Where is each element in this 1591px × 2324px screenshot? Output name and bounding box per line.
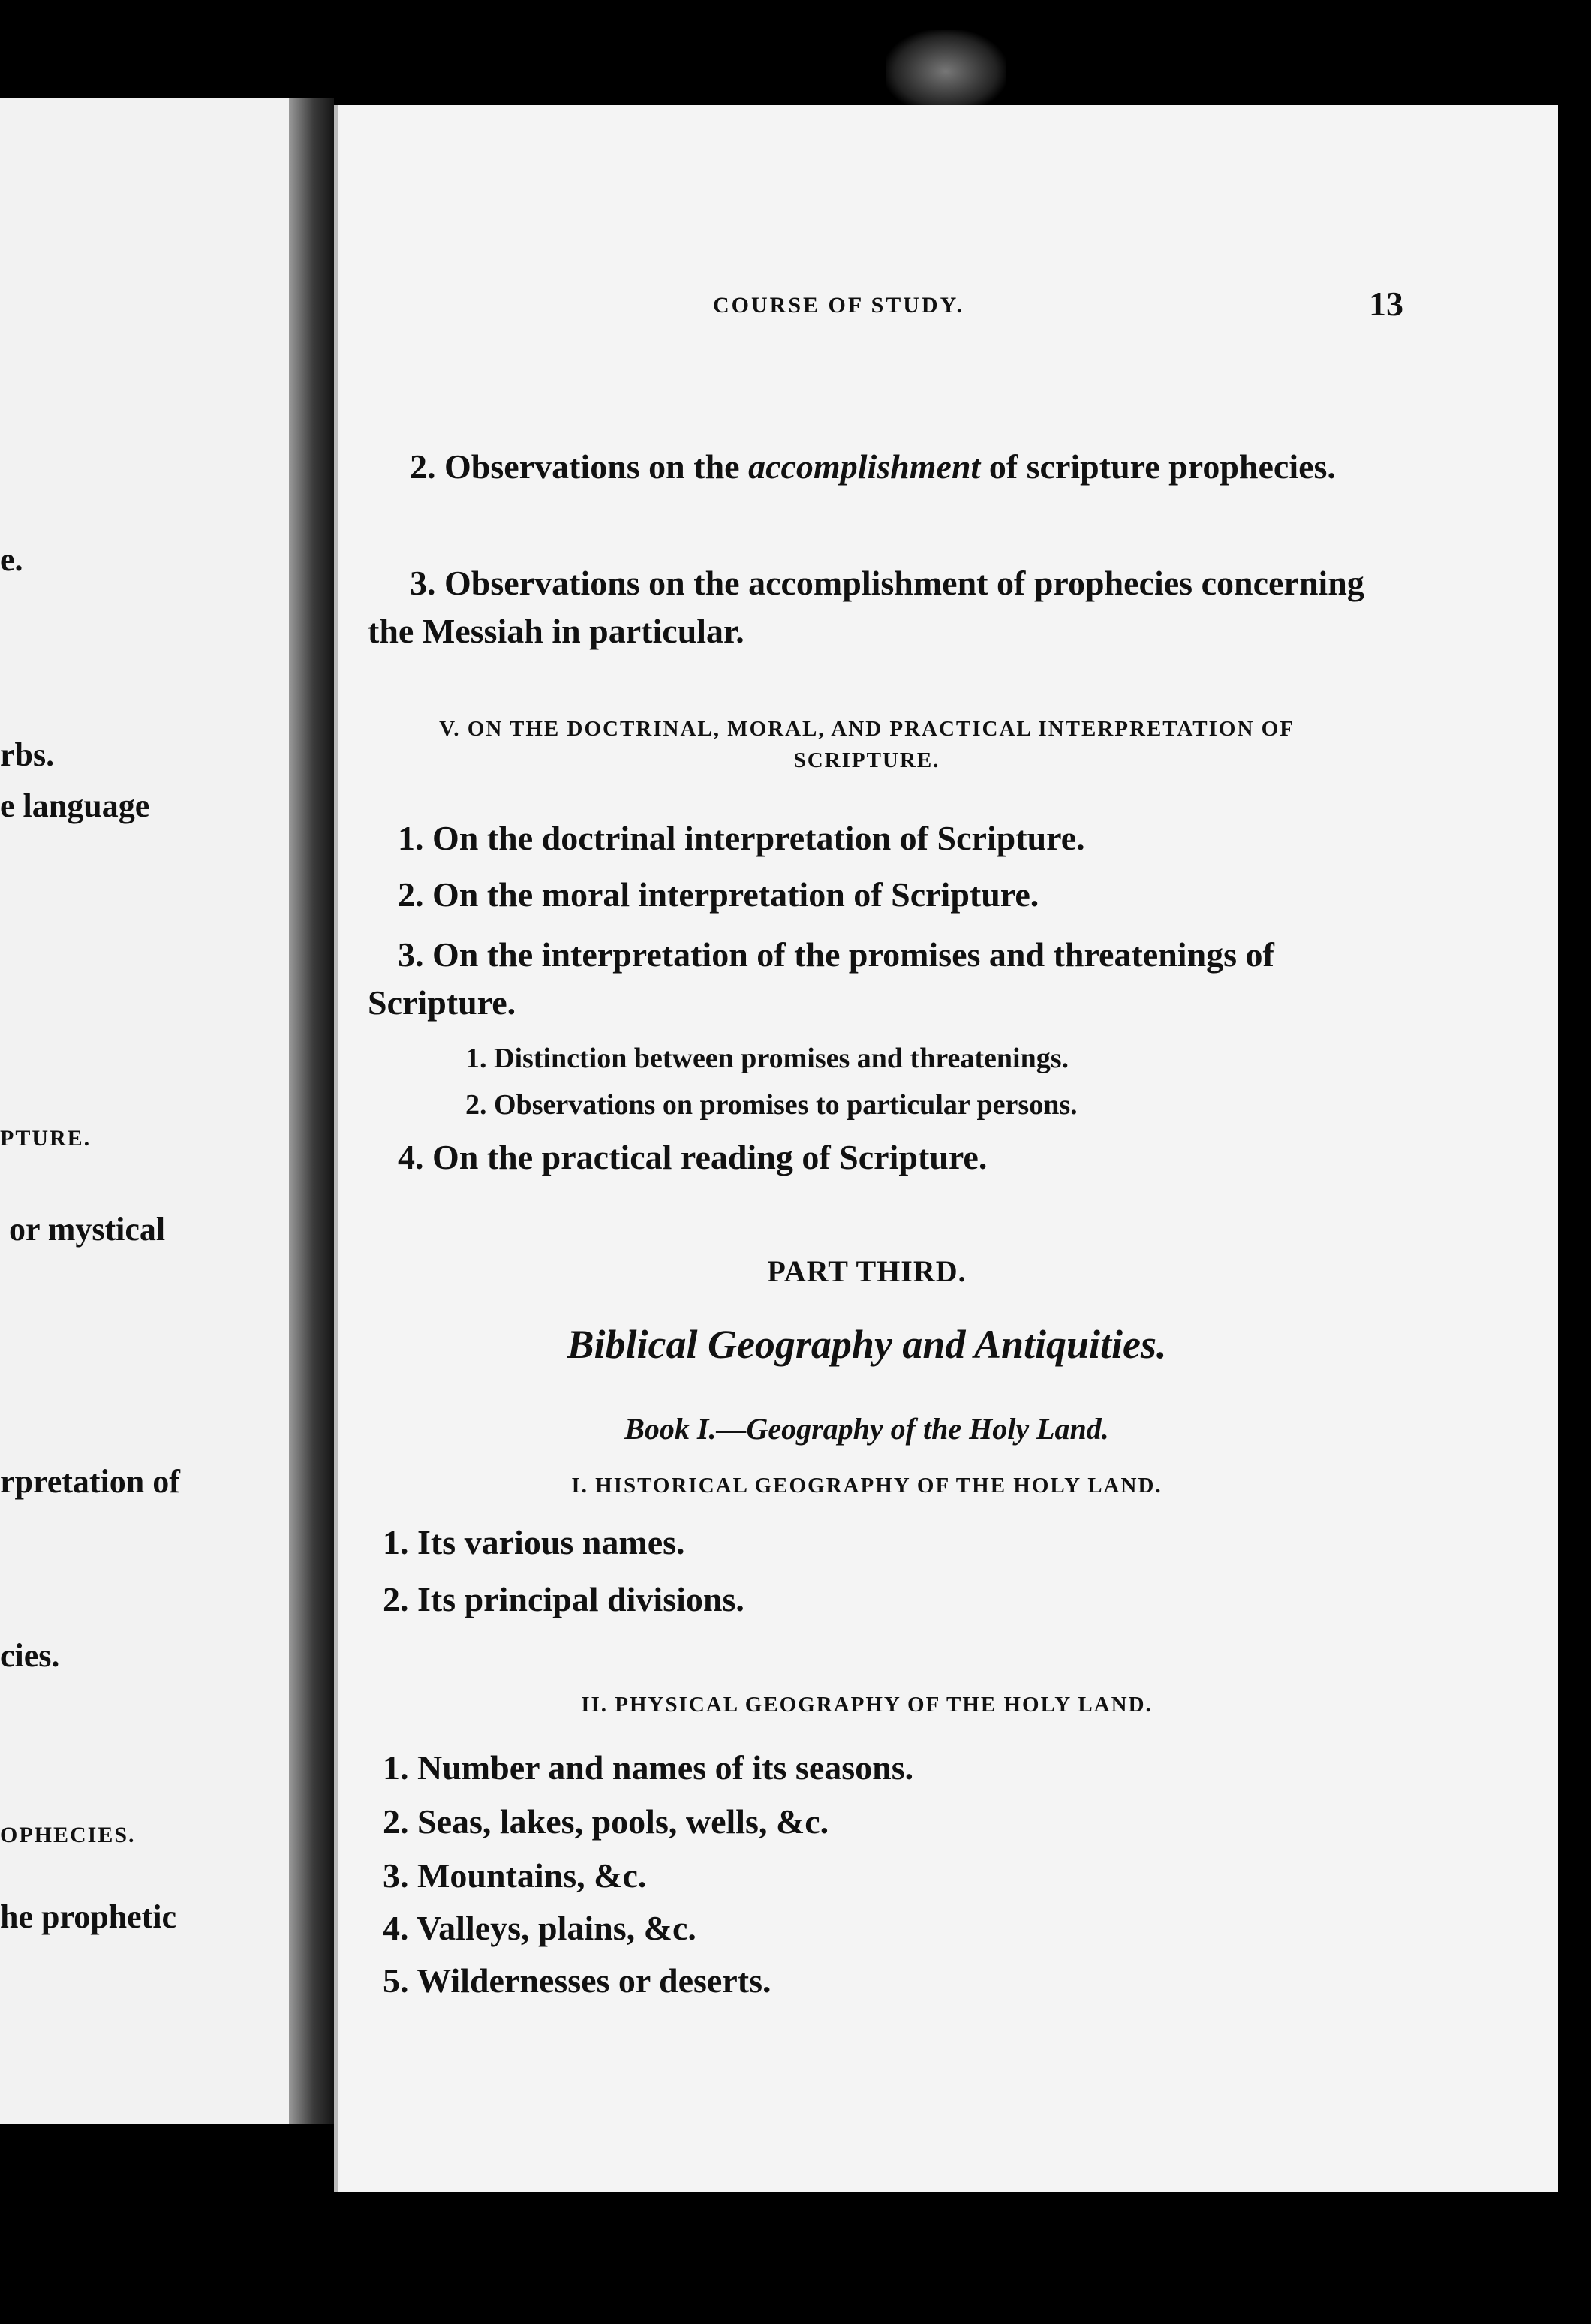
section-v-heading: V. ON THE DOCTRINAL, MORAL, AND PRACTICAL INTERPRETATION OF SCRIPTURE.: [439, 717, 1295, 772]
book-gutter: [289, 98, 334, 2124]
list-item: 2. Its principal divisions.: [383, 1580, 744, 1618]
running-title: COURSE OF STUDY.: [713, 293, 965, 318]
left-fragment: e language: [0, 787, 150, 824]
paragraph-3: 3. Observations on the accomplishment of prophecies concerning the Messiah in particular.: [368, 564, 1364, 650]
book-title: Book I.—Geography of the Holy Land.: [624, 1412, 1109, 1446]
left-fragment: rpretation of: [0, 1463, 180, 1500]
paragraph-2: [368, 443, 1366, 491]
list-item: 4. Valleys, plains, &c.: [383, 1909, 696, 1947]
left-fragment: or mystical: [9, 1211, 166, 1248]
list-item: 3. On the interpretation of the promises and threatenings of Scripture.: [368, 935, 1274, 1022]
paragraph-2-text: 2. Observations on the: [410, 447, 749, 486]
list-item: 3. Mountains, &c.: [383, 1856, 647, 1895]
scan-speck: [886, 30, 1006, 113]
left-fragment: cies.: [0, 1637, 60, 1674]
list-item: 1. Number and names of its seasons.: [383, 1748, 914, 1787]
sub-list-item: 2. Observations on promises to particular persons.: [465, 1089, 1078, 1121]
page-number: 13: [1369, 284, 1403, 323]
list-item: 2. Seas, lakes, pools, wells, &c.: [383, 1802, 829, 1841]
running-head: [375, 284, 1403, 329]
list-item: 1. Its various names.: [383, 1523, 685, 1561]
left-fragment: he prophetic: [0, 1898, 177, 1935]
list-item: 5. Wildernesses or deserts.: [383, 1961, 771, 2000]
emphasis-accomplishment: accomplishment: [748, 447, 981, 486]
part-subtitle: Biblical Geography and Antiquities.: [567, 1322, 1167, 1367]
left-fragment: e.: [0, 541, 23, 578]
left-page: [0, 98, 289, 2124]
paragraph-2-text-end: of scripture prophecies.: [980, 447, 1336, 486]
list-item: 4. On the practical reading of Scripture.: [398, 1138, 988, 1176]
section-i-heading: I. HISTORICAL GEOGRAPHY OF THE HOLY LAND.: [571, 1474, 1162, 1498]
part-title: PART THIRD.: [767, 1254, 967, 1288]
sub-list-item: 1. Distinction between promises and threatenings.: [465, 1043, 1069, 1074]
left-fragment: PTURE.: [0, 1126, 92, 1151]
list-item: 1. On the doctrinal interpretation of Scripture.: [398, 819, 1085, 857]
left-fragment: OPHECIES.: [0, 1823, 136, 1847]
list-item: 2. On the moral interpretation of Scripture.: [398, 875, 1039, 914]
section-ii-heading: II. PHYSICAL GEOGRAPHY OF THE HOLY LAND.: [581, 1693, 1153, 1717]
left-fragment: rbs.: [0, 736, 55, 773]
